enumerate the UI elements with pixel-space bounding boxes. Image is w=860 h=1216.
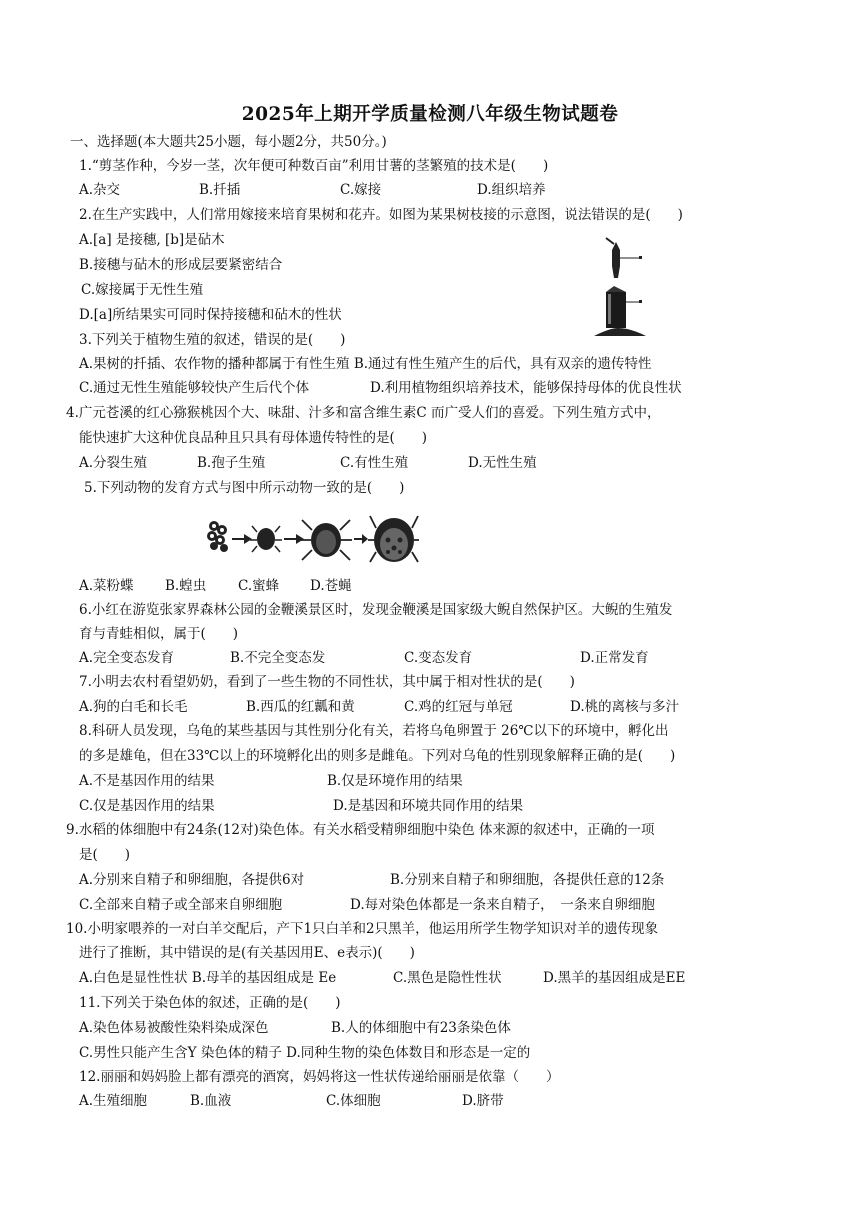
q5-option-a: A.菜粉蝶 [79, 578, 134, 594]
q2-option-d: D.[a]所结果实可同时保持接穗和砧木的性状 [79, 307, 342, 323]
q9-option-b: B.分别来自精子和卵细胞，各提供任意的12条 [390, 872, 665, 888]
q8-option-c: C.仅是基因作用的结果 [79, 798, 215, 814]
q4-option-c: C.有性生殖 [340, 455, 409, 471]
q2-option-a: A.[a] 是接穗, [b]是砧木 [79, 232, 225, 248]
q10-option-d: D.黑羊的基因组成是EE [543, 970, 686, 986]
q2-option-c: C.嫁接属于无性生殖 [81, 282, 204, 298]
q12-option-c: C.体细胞 [326, 1093, 381, 1109]
q11-stem: 11.下列关于染色体的叙述，正确的是( ) [79, 995, 341, 1011]
q12-option-b: B.血液 [190, 1093, 232, 1109]
q8-option-b: B.仅是环境作用的结果 [327, 773, 463, 789]
q4-option-d: D.无性生殖 [468, 455, 537, 471]
q11-option-b: B.人的体细胞中有23条染色体 [331, 1020, 511, 1036]
q9-option-d: D.每对染色体都是一条来自精子， 一条来自卵细胞 [350, 897, 655, 913]
q9-stem-line1: 9.水稻的体细胞中有24条(12对)染色体。有关水稻受精卵细胞中染色 体来源的叙述中，正确的一项 [66, 822, 655, 838]
page-title: 2025年上期开学质量检测八年级生物试题卷 [241, 104, 619, 125]
q4-stem-line1: 4.广元苍溪的红心猕猴桃因个大、味甜、汁多和富含维生素C 而广受人们的喜爱。下列生殖方式中， [66, 405, 661, 421]
q6-option-c: C.变态发育 [404, 650, 473, 666]
q9-option-a: A.分别来自精子和卵细胞，各提供6对 [79, 872, 305, 888]
q10-stem-line1: 10.小明家喂养的一对白羊交配后，产下1只白羊和2只黑羊，他运用所学生物学知识对羊的遗传现象 [66, 921, 659, 937]
q3-option-d: D.利用植物组织培养技术，能够保持母体的优良性状 [370, 380, 682, 396]
q9-option-c: C.全部来自精子或全部来自卵细胞 [79, 897, 283, 913]
q6-stem-line2: 育与青蛙相似，属于( ) [79, 626, 239, 642]
q7-option-d: D.桃的离核与多汁 [570, 699, 680, 715]
q8-option-a: A.不是基因作用的结果 [79, 773, 215, 789]
q2-option-b: B.接穗与砧木的形成层要紧密结合 [79, 257, 283, 273]
q12-stem: 12.丽丽和妈妈脸上都有漂亮的酒窝，妈妈将这一性状传递给丽丽是依靠（ ） [79, 1069, 560, 1085]
q2-stem: 2.在生产实践中，人们常用嫁接来培育果树和花卉。如图为某果树枝接的示意图，说法错误的是( ) [79, 207, 683, 223]
q3-options-ab: A.果树的扦插、农作物的播种都属于有性生殖 B.通过有性生殖产生的后代，具有双亲的遗传特性 [79, 356, 652, 372]
q12-option-d: D.脐带 [462, 1093, 504, 1109]
q1-option-c: C.嫁接 [340, 182, 382, 198]
q5-option-c: C.蜜蜂 [238, 578, 280, 594]
q8-stem-line1: 8.科研人员发现，乌龟的某些基因与其性别分化有关，若将乌龟卵置于 26℃以下的环境中，孵化出 [79, 723, 669, 739]
q8-stem-line2: 的多是雄龟，但在33℃以上的环境孵化出的则多是雌龟。下列对乌龟的性别现象解释正确的是( ) [79, 748, 676, 764]
q3-option-c: C.通过无性生殖能够较快产生后代个体 [79, 380, 310, 396]
q9-stem-line2: 是( ) [79, 847, 131, 863]
q6-option-d: D.正常发育 [580, 650, 649, 666]
q6-stem-line1: 6.小红在游览张家界森林公园的金鞭溪景区时，发现金鞭溪是国家级大鲵自然保护区。大鲵的生殖发 [79, 602, 673, 618]
q7-stem: 7.小明去农村看望奶奶，看到了一些生物的不同性状，其中属于相对性状的是( ) [79, 674, 575, 690]
q7-option-b: B.西瓜的红瓤和黄 [246, 699, 355, 715]
q6-option-a: A.完全变态发育 [79, 650, 175, 666]
q5-stem: 5.下列动物的发育方式与图中所示动物一致的是( ) [84, 480, 405, 496]
q5-option-d: D.苍蝇 [310, 578, 352, 594]
q1-option-d: D.组织培养 [477, 182, 546, 198]
q8-option-d: D.是基因和环境共同作用的结果 [333, 798, 524, 814]
q1-stem: 1.“剪茎作种，今岁一茎，次年便可种数百亩”利用甘薯的茎繁殖的技术是( ) [79, 158, 549, 174]
q7-option-a: A.狗的白毛和长毛 [79, 699, 188, 715]
q4-option-a: A.分裂生殖 [79, 455, 148, 471]
q10-stem-line2: 进行了推断，其中错误的是(有关基因用E、e表示)( ) [79, 945, 415, 961]
q10-option-c: C.黑色是隐性性状 [393, 970, 502, 986]
q1-option-b: B.扦插 [199, 182, 241, 198]
insect-development-diagram [200, 506, 420, 566]
section-heading: 一、选择题(本大题共25小题，每小题2分，共50分。) [70, 134, 387, 150]
q4-option-b: B.孢子生殖 [197, 455, 266, 471]
q3-stem: 3.下列关于植物生殖的叙述，错误的是( ) [79, 332, 346, 348]
q4-stem-line2: 能快速扩大这种优良品种且只具有母体遗传特性的是( ) [79, 430, 428, 446]
q12-option-a: A.生殖细胞 [79, 1093, 148, 1109]
q5-option-b: B.蝗虫 [165, 578, 207, 594]
grafting-diagram [590, 236, 650, 342]
q11-option-a: A.染色体易被酸性染料染成深色 [79, 1020, 269, 1036]
q10-options-ab: A.白色是显性性状 B.母羊的基因组成是 Ee [79, 970, 337, 986]
q11-options-cd: C.男性只能产生含Y 染色体的精子 D.同种生物的染色体数目和形态是一定的 [79, 1045, 531, 1061]
q6-option-b: B.不完全变态发 [230, 650, 326, 666]
q1-option-a: A.杂交 [79, 182, 121, 198]
q7-option-c: C.鸡的红冠与单冠 [404, 699, 513, 715]
